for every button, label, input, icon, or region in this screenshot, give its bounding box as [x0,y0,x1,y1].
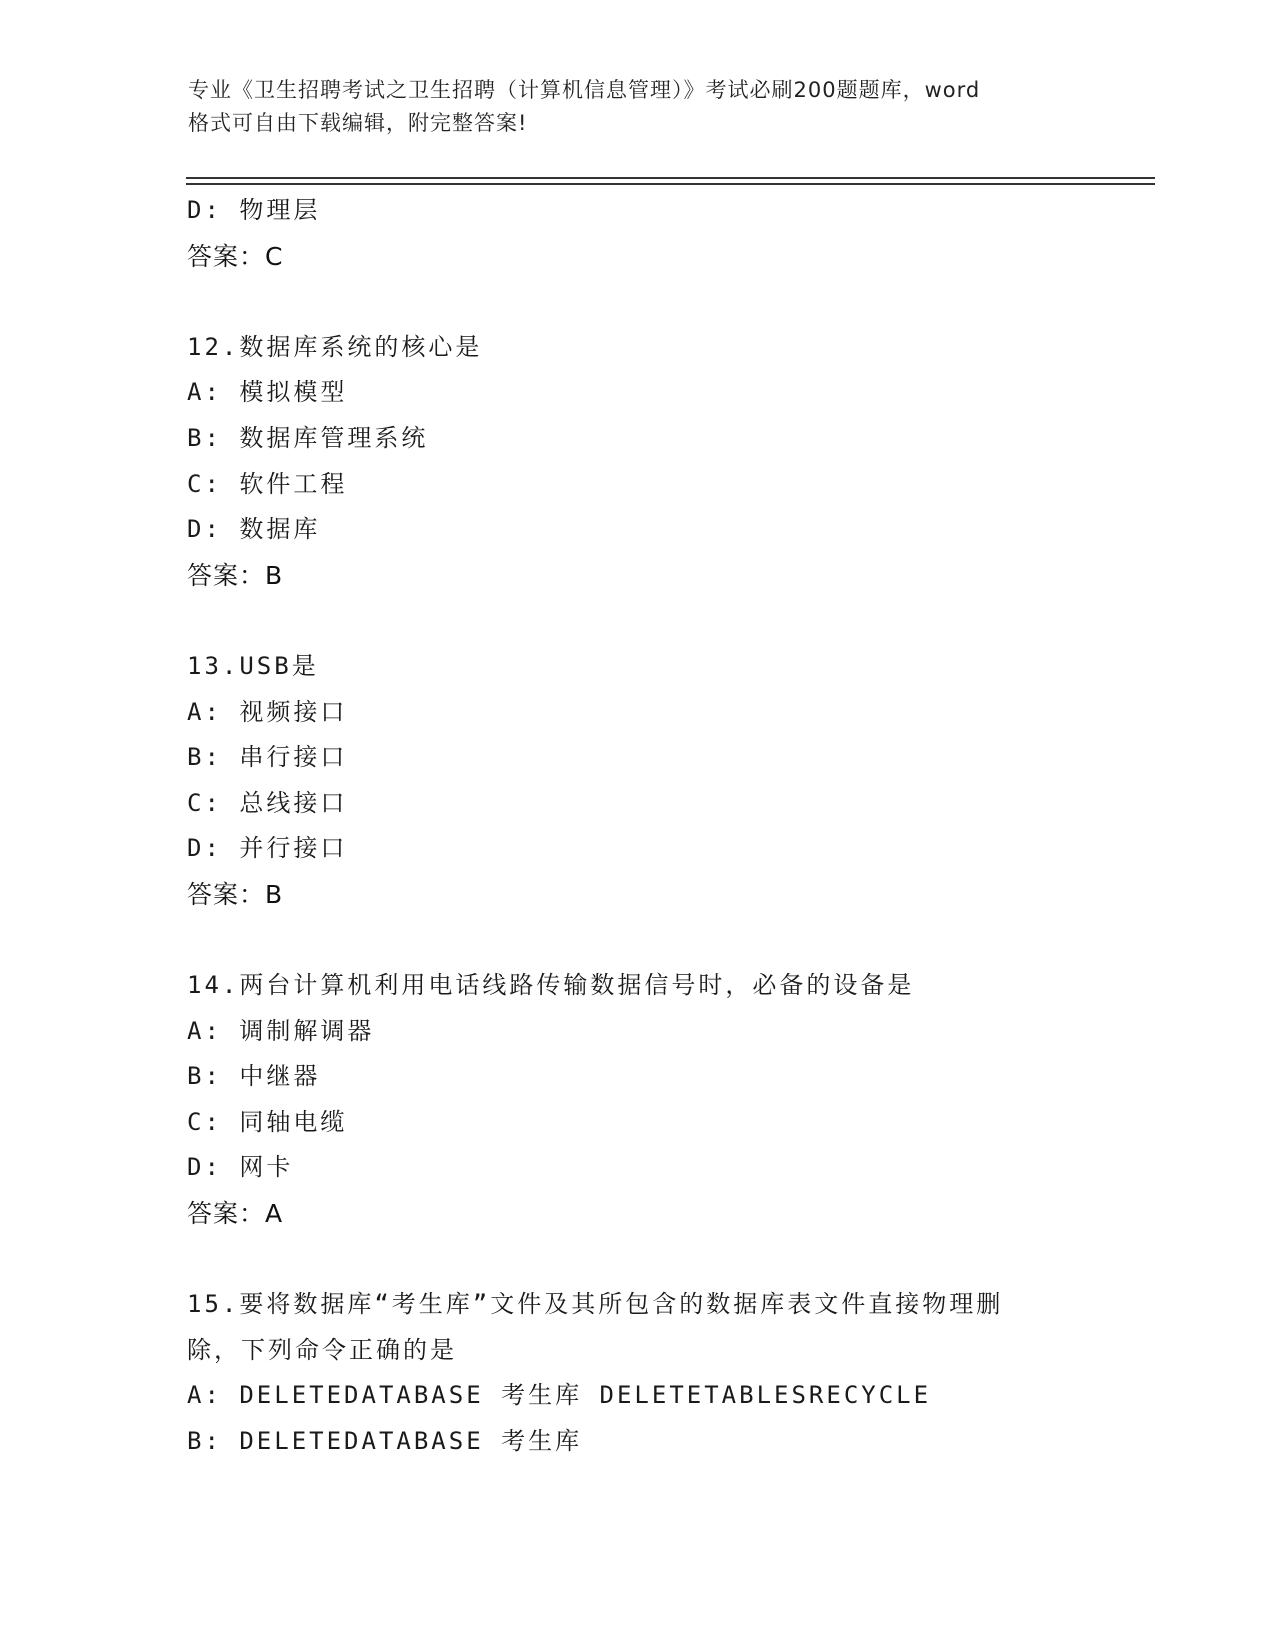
question-14 [187,963,1147,1237]
option-a: A: 视频接口 [187,697,348,726]
option-b: B: 串行接口 [187,743,348,772]
answer: 答案：B [187,879,284,909]
q11-option-d: D: 物理层 [187,196,321,224]
option-a: A: 模拟模型 [187,378,348,407]
question-13 [187,644,1147,918]
question-12 [187,325,1147,599]
question-stem-line-1: 15.要将数据库“考生库”文件及其所包含的数据库表文件直接物理删 [187,1290,1004,1319]
answer: 答案：B [187,560,284,590]
option-a: A: 调制解调器 [187,1016,375,1045]
q11-answer: 答案：C [187,241,284,271]
spacer [187,279,1147,325]
option-b: B: 中继器 [187,1062,321,1091]
question-15 [187,1282,1147,1464]
option-c: C: 软件工程 [187,469,348,498]
spacer [187,1237,1147,1283]
answer: 答案：A [187,1199,284,1229]
question-stem: 14.两台计算机利用电话线路传输数据信号时，必备的设备是 [187,971,915,1000]
option-b: B: DELETEDATABASE 考生库 [187,1427,583,1456]
option-b: B: 数据库管理系统 [187,423,429,452]
spacer [187,598,1147,644]
option-d: D: 并行接口 [187,834,348,863]
question-stem: 12.数据库系统的核心是 [187,332,483,361]
header-title-line-2: 格式可自由下载编辑，附完整答案! [188,111,528,135]
header-title-line-1: 专业《卫生招聘考试之卫生招聘（计算机信息管理）》考试必刷200题题库，word [188,78,981,102]
option-d: D: 数据库 [187,515,321,544]
option-c: C: 总线接口 [187,788,348,817]
option-c: C: 同轴电缆 [187,1107,348,1136]
option-a: A: DELETEDATABASE 考生库 DELETETABLESRECYCLE [187,1381,932,1410]
header-rule-top [186,177,1155,179]
question-stem: 13.USB是 [187,651,319,680]
question-content [187,188,1147,1465]
document-header [188,74,1088,140]
header-rule-bottom [186,183,1155,185]
question-stem-line-2: 除，下列命令正确的是 [187,1335,457,1364]
spacer [187,918,1147,964]
option-d: D: 网卡 [187,1153,294,1182]
